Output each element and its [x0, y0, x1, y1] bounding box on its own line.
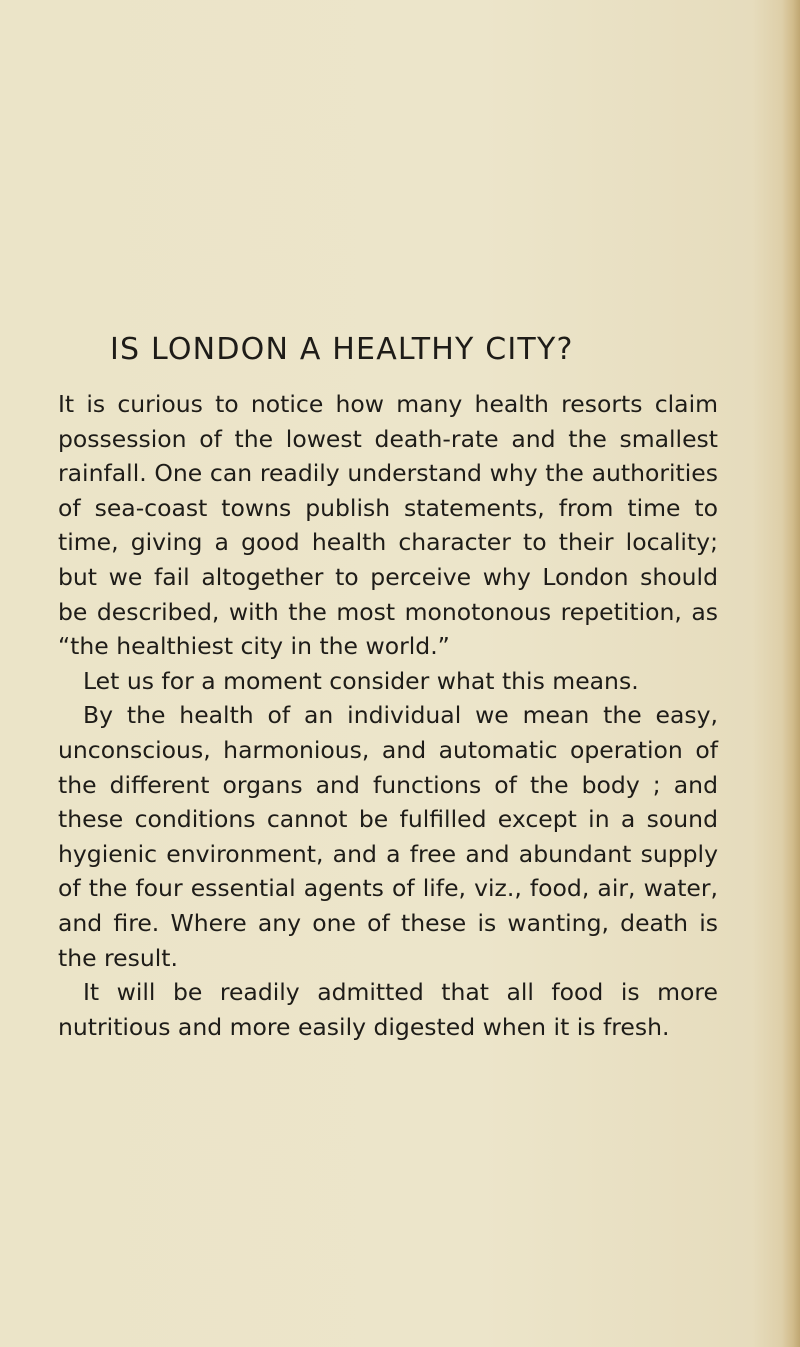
- page-edge: [782, 0, 800, 1347]
- paragraph-3: By the health of an individual we mean the easy, unconscious, harmonious, and automatic operation of the different organs and functions of the body ; and these conditions cannot be fulfilled except in a sound hygienic environment, and a free and abundant supply of the four essential agents of life, viz., food, air, water, and fire. Where any one of these is wanting, death is the result.: [58, 701, 718, 972]
- paragraph-4: It will be readily admitted that all food is more nutritious and more easily digested when it is fresh.: [58, 978, 718, 1041]
- paragraph-2: Let us for a moment consider what this means.: [83, 666, 639, 695]
- paragraph-1: It is curious to notice how many health resorts claim possession of the lowest death-rate and the smallest rainfall. One can readily understand why the authorities of sea-coast towns publish statements, from time to time, giving a good health character to their locality; but we fail altogether to perceive why London should be described, with the most monotonous repetition, as “the healthiest city in the world.”: [58, 390, 718, 661]
- chapter-title: IS LONDON A HEALTHY CITY?: [110, 332, 574, 367]
- body-text: [58, 387, 718, 1044]
